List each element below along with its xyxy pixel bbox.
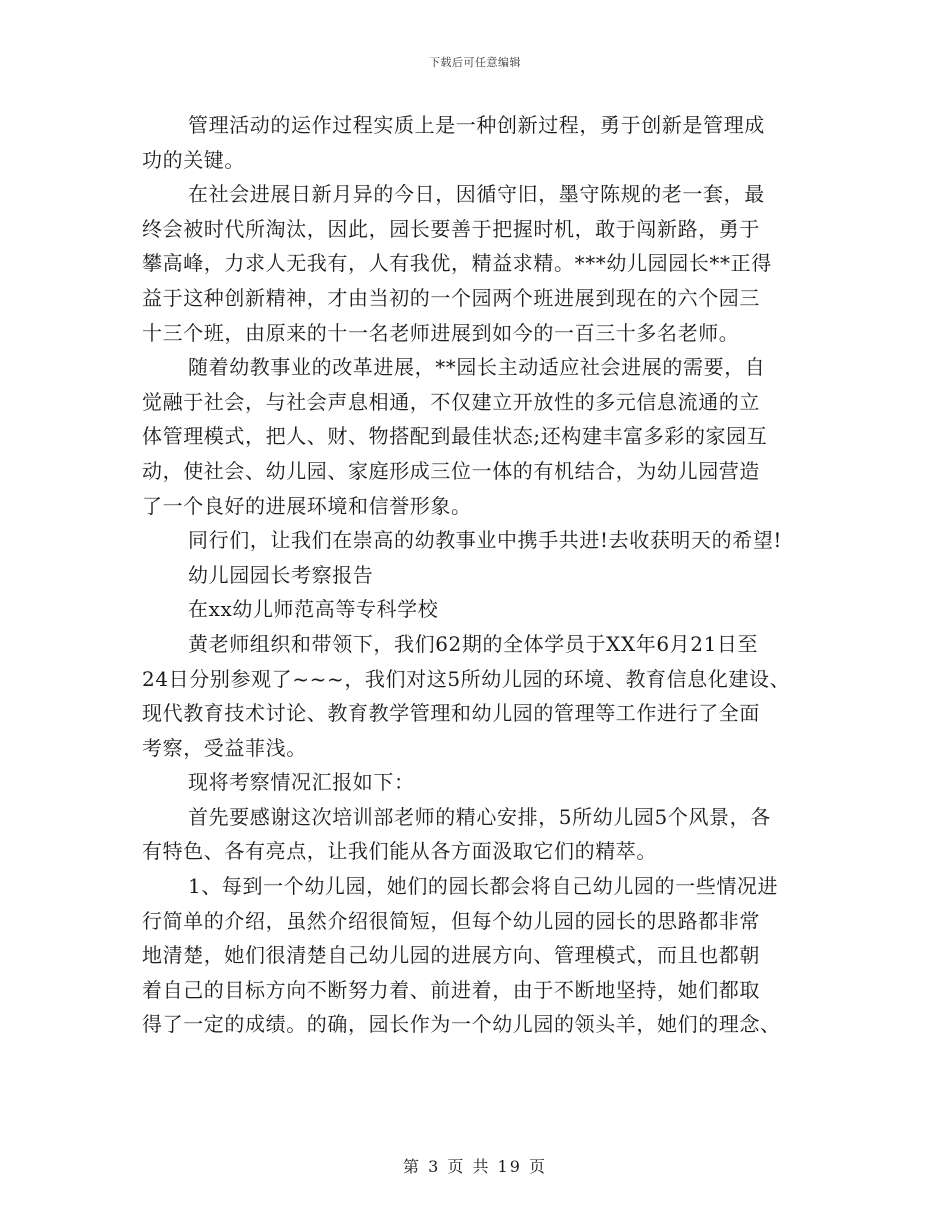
text-line: 得了一定的成绩。的确，园长作为一个幼儿园的领头羊，她们的理念、 — [142, 1012, 781, 1037]
text-line: 24日分别参观了~~~，我们对这5所幼儿园的环境、教育信息化建设、 — [142, 666, 791, 691]
text-line: 现将考察情况汇报如下： — [188, 770, 415, 795]
text-line: 考察，受益菲浅。 — [142, 735, 307, 760]
text-line: 管理活动的运作过程实质上是一种创新过程，勇于创新是管理成 — [188, 113, 765, 137]
text-line: 觉融于社会，与社会声息相通，不仅建立开放性的多元信息流通的立 — [142, 389, 760, 414]
page-header: 下载后可任意编辑 — [429, 56, 521, 69]
page-footer: 第 3 页 共 19 页 — [403, 1157, 547, 1176]
text-line: 功的关键。 — [142, 147, 245, 172]
text-line: 首先要感谢这次培训部老师的精心安排，5所幼儿园5个风景，各 — [188, 804, 771, 829]
text-line: 在xx幼儿师范高等专科学校 — [188, 597, 439, 622]
text-line: 随着幼教事业的改革进展，**园长主动适应社会进展的需要，自 — [188, 355, 766, 380]
text-line: 体管理模式，把人、财、物搭配到最佳状态;还构建丰富多彩的家园互 — [142, 424, 768, 449]
text-line: 有特色、各有亮点，让我们能从各方面汲取它们的精萃。 — [142, 839, 657, 864]
text-line: 同行们，让我们在崇高的幼教事业中携手共进!去收获明天的希望! — [188, 528, 783, 553]
text-line: 地清楚，她们很清楚自己幼儿园的进展方向、管理模式，而且也都朝 — [142, 943, 760, 968]
text-line: 现代教育技术讨论、教育教学管理和幼儿园的管理等工作进行了全面 — [142, 701, 760, 726]
text-line: 行简单的介绍，虽然介绍很简短，但每个幼儿园的园长的思路都非常 — [142, 908, 760, 933]
text-line: 着自己的目标方向不断努力着、前进着，由于不断地坚持，她们都取 — [142, 977, 760, 1002]
text-line: 终会被时代所淘汰，因此，园长要善于把握时机，敢于闯新路，勇于 — [142, 216, 760, 241]
text-line: 益于这种创新精神，才由当初的一个园两个班进展到现在的六个园三 — [142, 285, 760, 310]
text-line: 在社会进展日新月异的今日，因循守旧，墨守陈规的老一套，最 — [188, 182, 765, 207]
document-body — [142, 108, 804, 1042]
text-line: 十三个班，由原来的十一名老师进展到如今的一百三十多名老师。 — [142, 320, 740, 345]
text-line: 了一个良好的进展环境和信誉形象。 — [142, 493, 472, 518]
text-line: 黄老师组织和带领下，我们62期的全体学员于XX年6月21日至 — [188, 631, 759, 656]
text-line: 1、每到一个幼儿园，她们的园长都会将自己幼儿园的一些情况进 — [188, 874, 779, 899]
text-line: 攀高峰，力求人无我有，人有我优，精益求精。***幼儿园园长**正得 — [142, 251, 772, 276]
text-line: 动，使社会、幼儿园、家庭形成三位一体的有机结合，为幼儿园营造 — [142, 458, 760, 483]
text-line: 幼儿园园长考察报告 — [188, 562, 374, 587]
